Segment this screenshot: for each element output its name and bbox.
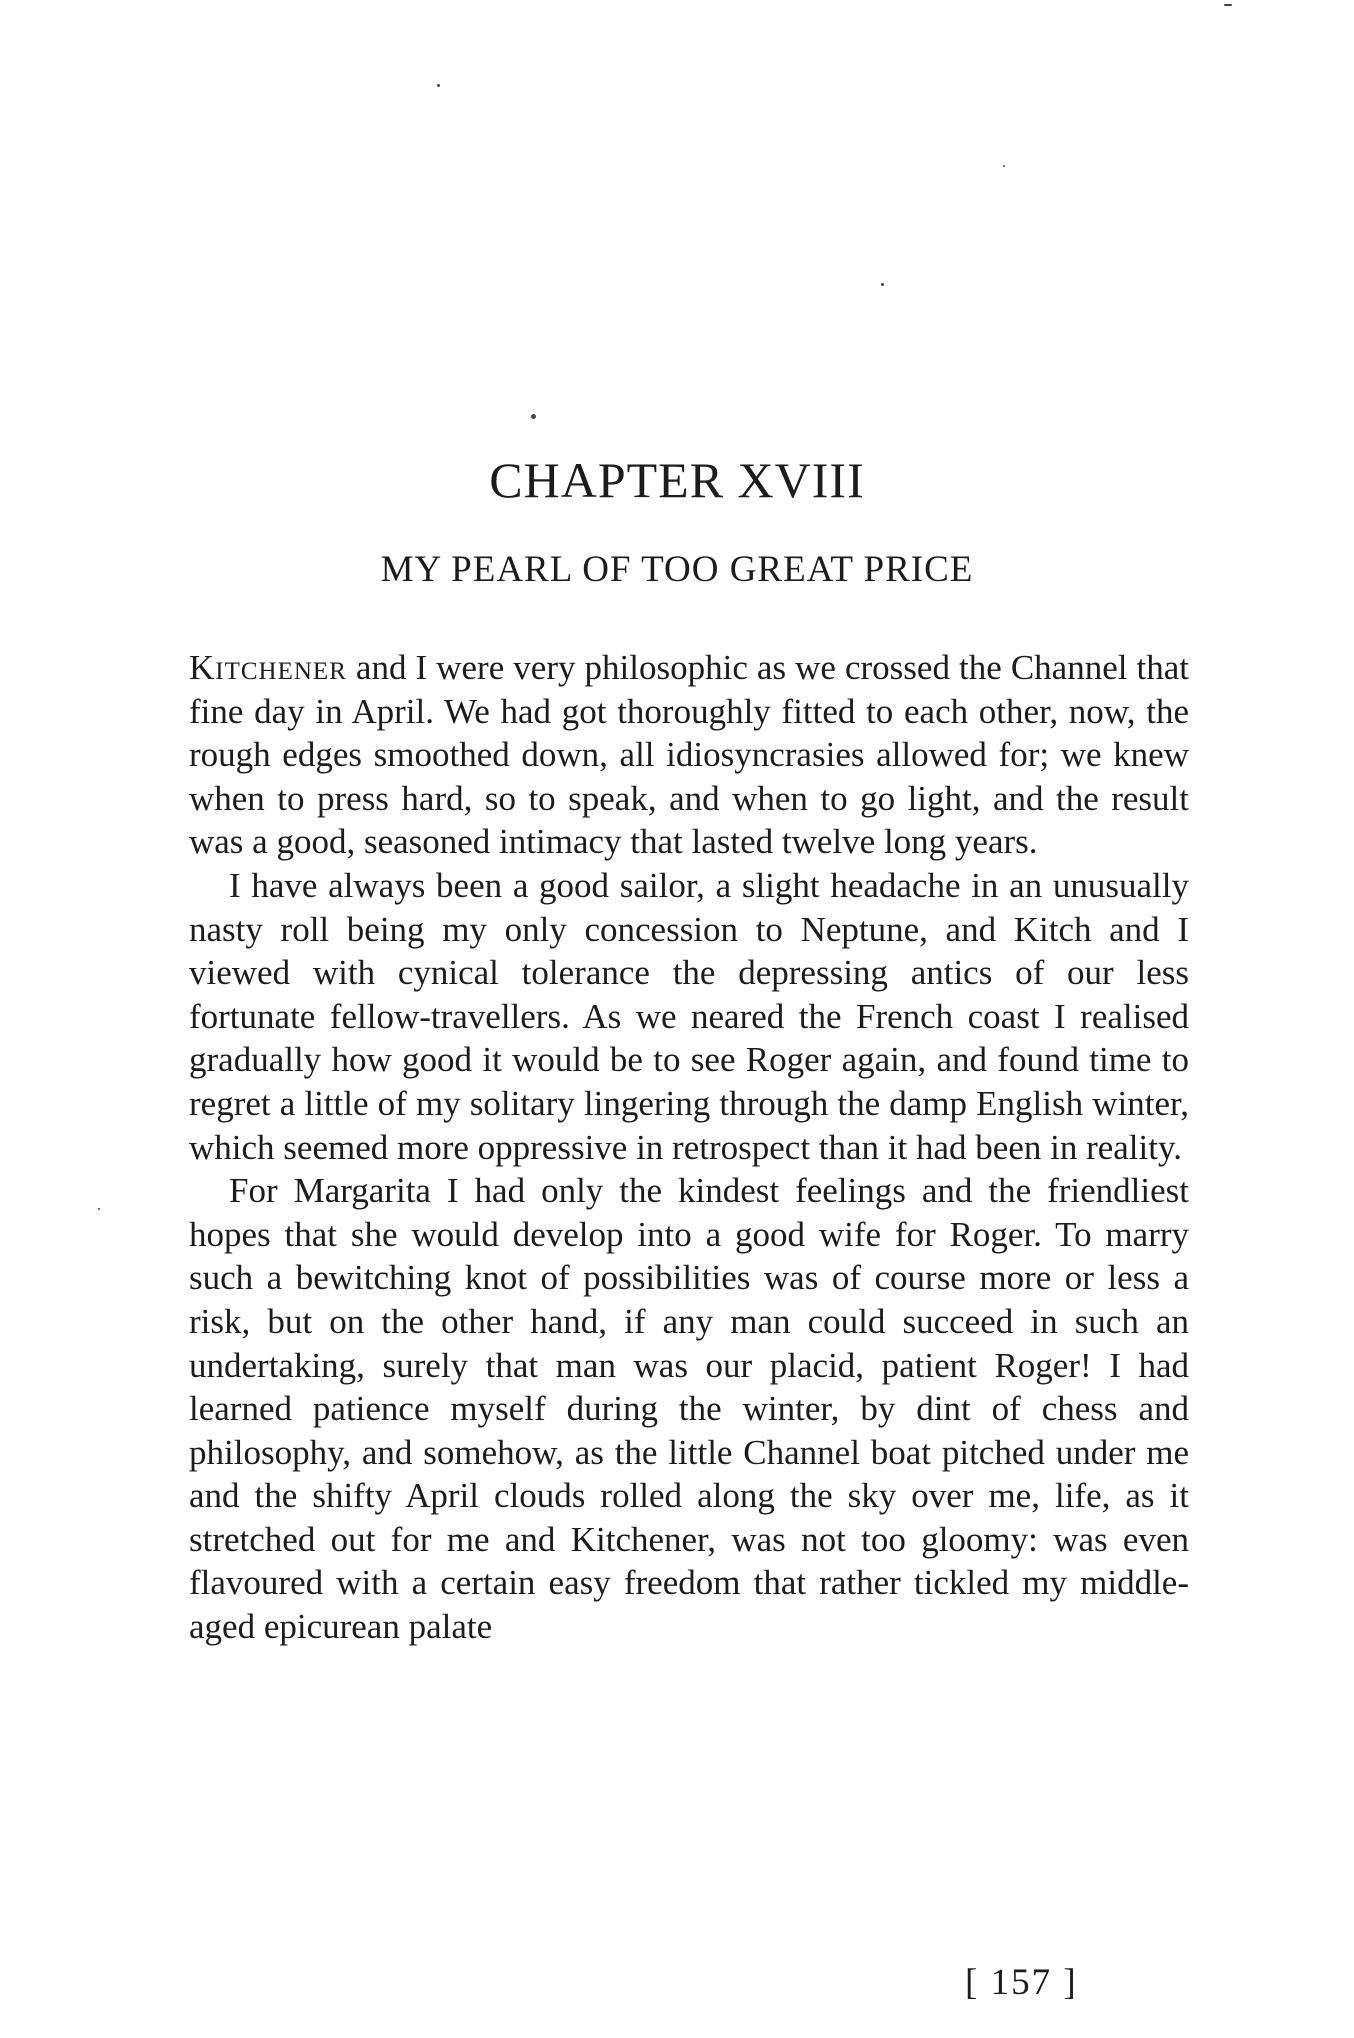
print-speck [437, 84, 440, 87]
print-speck [881, 283, 884, 286]
paragraph-text: For Margarita I had only the kindest feelings and the friendliest hopes that she would develop into a good wife for Roger. To marry such a bewitching knot of possibilities was of course more or less a risk, but on the other hand, if any man could succeed in such an undertaking, surely that man was our placid, patient Roger! I had learned patience myself during the winter, by dint of chess and philosophy, and somehow, as the little Channel boat pitched under me and the shifty April clouds rolled along the sky over me, life, as it stretched out for me and Kitchener, was not too gloomy: was even flavoured with a certain easy freedom that rather tickled my middle-aged epicurean palate [189, 1171, 1189, 1647]
chapter-body [189, 646, 1189, 1649]
paragraph [189, 1169, 1189, 1649]
paragraph-text: and I were very philosophic as we crossed the Channel that fine day in April. We had got thoroughly fitted to each other, now, the rough edges smoothed down, all idiosyncrasies allowed for; we knew when to press hard, so to speak, and when to go light, and the result was a good, seasoned intimacy that lasted twelve long years. [189, 648, 1189, 862]
print-speck [1224, 4, 1232, 6]
print-speck [1003, 165, 1005, 167]
paragraph-lead-word: Kitchener [189, 648, 347, 687]
page-number: [ 157 ] [965, 1962, 1078, 2003]
paragraph-text: I have always been a good sailor, a slight headache in an unusually nasty roll being my only concession to Neptune, and Kitch and I viewed with cynical tolerance the depressing antics of our less fortunate fellow-travellers. As we neared the French coast I realised gradually how good it would be to see Roger again, and found time to regret a little of my solitary lingering through the damp English winter, which seemed more oppressive in retrospect than it had been in reality. [189, 865, 1189, 1167]
chapter-number: CHAPTER XVIII [489, 452, 865, 508]
print-speck [98, 1208, 100, 1210]
paragraph [189, 646, 1189, 864]
chapter-title: MY PEARL OF TOO GREAT PRICE [380, 549, 974, 590]
print-speck [531, 414, 536, 419]
paragraph [189, 864, 1189, 1169]
